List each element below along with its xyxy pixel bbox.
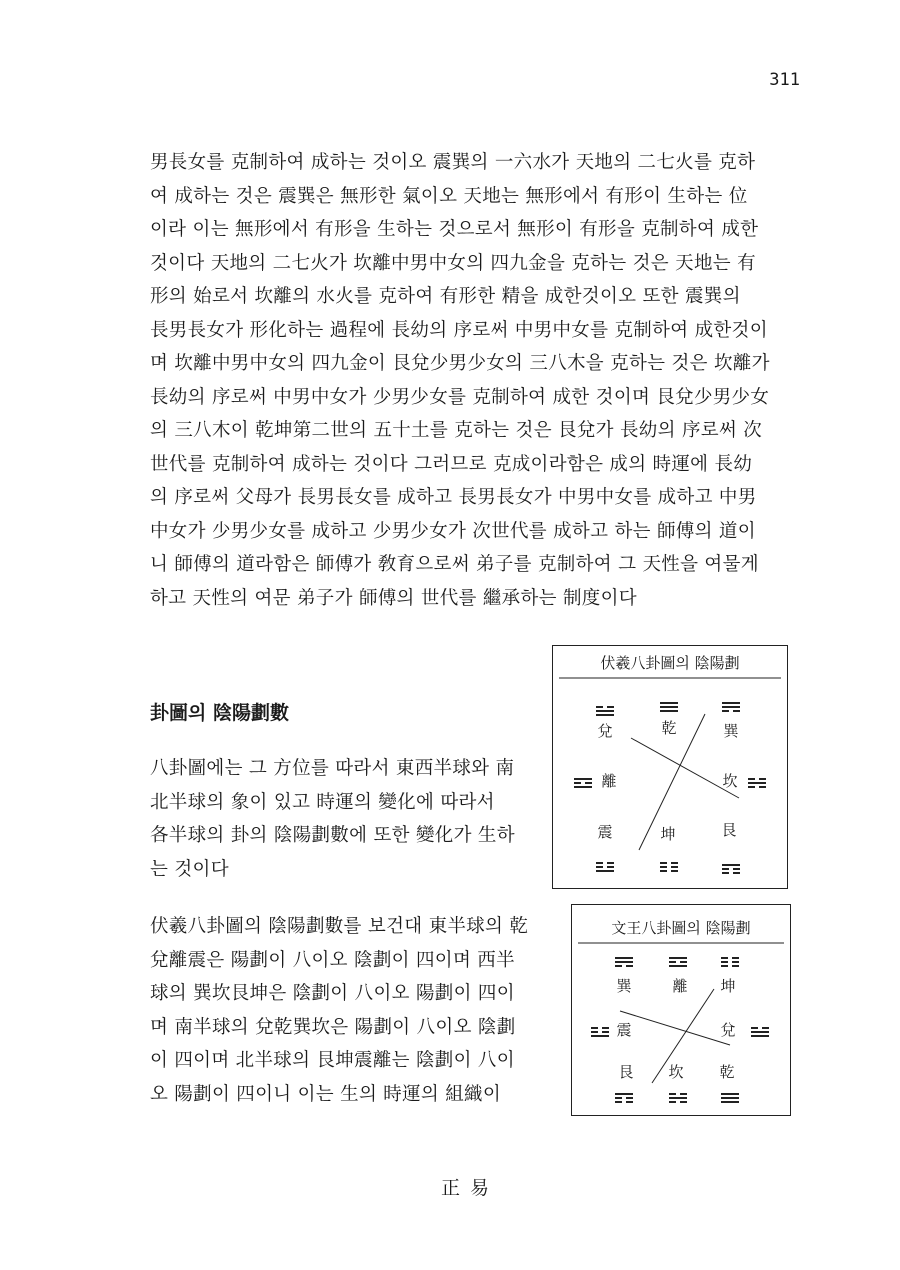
trigram-label-xun: 巽 [616,977,632,995]
text-line: 이 四이며 北半球의 艮坤震離는 陰劃이 八이 [150,1050,515,1071]
trigram-label-li: 離 [601,772,617,790]
diagonal-line [620,1011,730,1045]
trigram-bottom-left-icon [615,1093,633,1103]
text-line: 오 陽劃이 四이니 이는 生의 時運의 組織이 [150,1083,502,1105]
trigram-bottom-right-icon [722,864,740,874]
page-number: 311 [769,70,800,90]
text-line: 伏羲八卦圖의 陰陽劃數를 보건대 東半球의 乾 [150,916,529,937]
trigram-middle-left-icon [574,778,592,788]
text-line: 球의 巽坎艮坤은 陰劃이 八이오 陽劃이 四이 [150,983,515,1004]
text-line: 長幼의 序로써 中男中女가 少男少女를 克制하여 成한 것이며 艮兌少男少女 [150,386,770,408]
paragraph-2 [150,910,545,1111]
kingwen-bagua-figure [571,904,791,1116]
text-line: 兌離震은 陽劃이 八이오 陰劃이 四이며 西半 [150,949,515,971]
trigram-bottom-right-icon [721,1093,739,1103]
figure-title: 伏羲八卦圖의 陰陽劃 [600,654,740,672]
text-line: 의 三八木이 乾坤第二世의 五十土를 克하는 것은 艮兌가 長幼의 序로써 次 [150,420,763,441]
text-line: 北半球의 象이 있고 時運의 變化에 따라서 [150,791,495,813]
text-line: 長男長女가 形化하는 過程에 長幼의 序로써 中男中女를 克制하여 成한것이 [150,319,768,341]
text-line: 며 南半球의 兌乾巽坎은 陽劃이 八이오 陰劃 [150,1016,516,1038]
figure-title: 文王八卦圖의 陰陽劃 [611,919,751,937]
trigram-label-kun: 坤 [660,825,676,843]
fuxi-diagram [553,646,787,888]
trigram-top-left-icon [596,706,614,716]
text-line: 니 師傅의 道라함은 師傅가 敎育으로써 弟子를 克制하여 그 天性을 여물게 [150,554,759,575]
kingwen-diagram [572,905,790,1115]
trigram-label-zhen: 震 [616,1021,632,1039]
text-line: 하고 天性의 여문 弟子가 師傅의 世代를 繼承하는 制度이다 [150,587,637,609]
trigram-label-gen: 艮 [618,1063,634,1081]
trigram-label-kan: 坎 [668,1063,684,1081]
trigram-label-xun: 巽 [723,722,739,740]
trigram-label-kan: 坎 [722,772,738,790]
text-line: 中女가 少男少女를 成하고 少男少女가 次世代를 成하고 하는 師傅의 道이 [150,520,756,542]
text-line: 의 序로써 父母가 長男長女를 成하고 長男長女가 中男中女를 成하고 中男 [150,487,757,508]
trigram-label-li: 離 [672,977,688,995]
trigram-label-gen: 艮 [721,821,737,839]
trigram-middle-left-icon [591,1027,609,1037]
text-line: 며 坎離中男中女의 四九金이 艮兌少男少女의 三八木을 克하는 것은 坎離가 [150,353,770,374]
trigram-label-dui: 兌 [720,1021,736,1039]
page-footer: 正易 [440,1177,499,1199]
trigram-bottom-center-icon [660,862,678,872]
trigram-top-left-icon [615,957,633,967]
trigram-bottom-center-icon [669,1093,687,1103]
text-line: 이라 이는 無形에서 有形을 生하는 것으로서 無形이 有形을 克制하여 成한 [150,219,759,240]
trigram-top-right-icon [722,702,740,712]
trigram-top-center-icon [669,957,687,967]
paragraph-1 [150,752,545,886]
section-heading: 卦圖의 陰陽劃數 [150,702,289,724]
text-line: 男長女를 克制하여 成하는 것이오 震巽의 一六水가 天地의 二七火를 克하 [150,152,756,173]
main-text-block [150,146,810,615]
trigram-label-qian: 乾 [661,719,677,737]
trigram-middle-right-icon [751,1027,769,1037]
trigram-label-zhen: 震 [597,823,613,841]
trigram-top-center-icon [660,702,678,712]
trigram-label-kun: 坤 [720,977,736,995]
text-line: 形의 始로서 坎離의 水火를 克하여 有形한 精을 成한것이오 또한 震巽의 [150,286,741,307]
trigram-label-qian: 乾 [719,1063,735,1081]
text-line: 各半球의 卦의 陰陽劃數에 또한 變化가 生하 [150,825,515,846]
text-line: 八卦圖에는 그 方位를 따라서 東西半球와 南 [150,758,515,779]
trigram-middle-right-icon [748,778,766,788]
text-line: 것이다 天地의 二七火가 坎離中男中女의 四九金을 克하는 것은 天地는 有 [150,252,756,274]
trigram-label-dui: 兌 [597,722,613,740]
text-line: 여 成하는 것은 震巽은 無形한 氣이오 天地는 無形에서 有形이 生하는 位 [150,185,748,207]
fuxi-bagua-figure [552,645,788,889]
trigram-bottom-left-icon [596,862,614,872]
trigram-top-right-icon [721,957,739,967]
text-line: 는 것이다 [150,858,229,880]
text-line: 世代를 克制하여 成하는 것이다 그러므로 克成이라함은 成의 時運에 長幼 [150,453,753,475]
